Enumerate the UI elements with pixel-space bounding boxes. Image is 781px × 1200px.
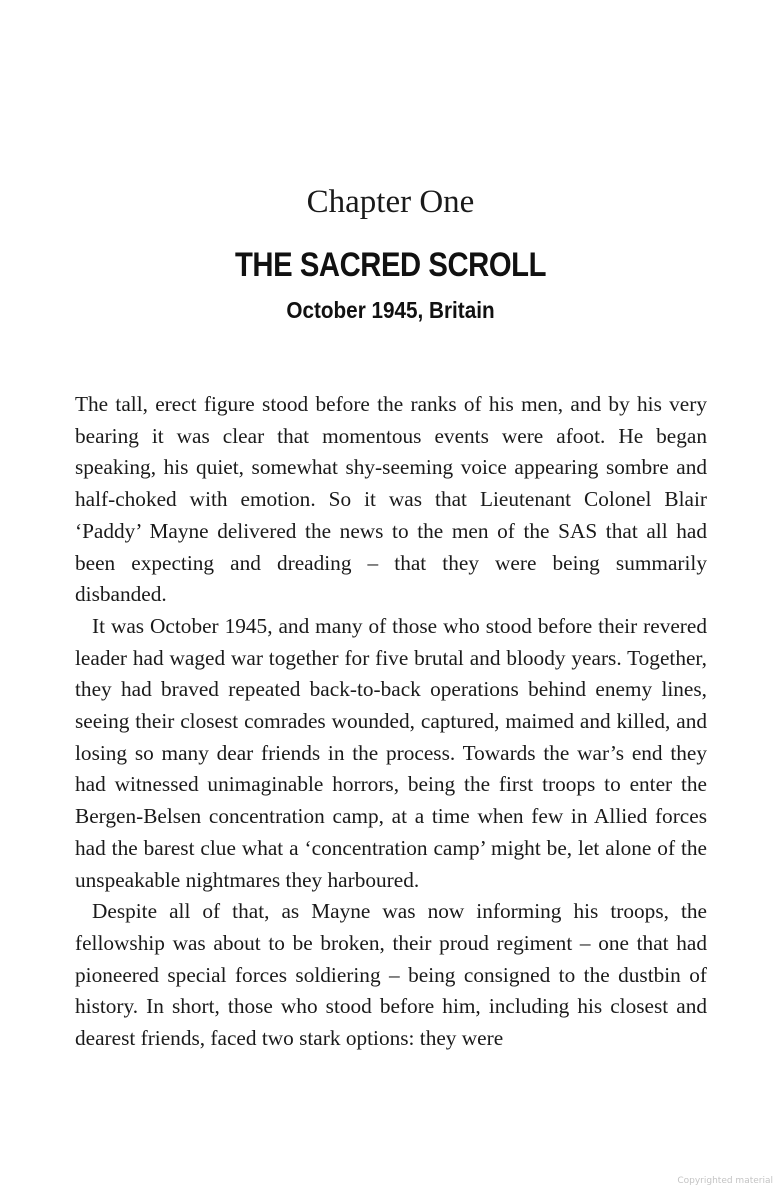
paragraph-3: Despite all of that, as Mayne was now informing his troops, the fellowship was about to be broken, their proud regiment – one that had pioneered special forces soldiering – being consigned to the dustbin of history. In short, those who stood before him, including his closest and dearest friends, faced two stark options: they were — [75, 899, 707, 1051]
paragraph-2: It was October 1945, and many of those who stood before their revered leader had waged war together for five brutal and bloody years. Together, they had braved repeated back-to-back operations behind enemy lines, seeing their closest comrades wounded, captured, maimed and killed, and losing so many dear friends in the process. Towards the war’s end they had witnessed unimaginable horrors, being the first troops to enter the Bergen-Belsen concentration camp, at a time when few in Allied forces had the barest clue what a ‘concentration camp’ might be, let alone of the unspeakable nightmares they harboured. — [75, 613, 707, 892]
chapter-label: Chapter One — [306, 184, 475, 220]
chapter-title: THE SACRED SCROLL — [234, 246, 547, 284]
body-text — [75, 389, 707, 1055]
paragraph-1: The tall, erect figure stood before the ranks of his men, and by his very bearing it was clear that momentous events were afoot. He began speaking, his quiet, somewhat shy-seeming voice appearing sombre and half-choked with emotion. So it was that Lieutenant Colonel Blair ‘Paddy’ Mayne delivered the news to the men of the SAS that all had been expecting and dreading – that they were being summarily disbanded. — [75, 392, 707, 607]
chapter-subtitle: October 1945, Britain — [286, 297, 495, 323]
copyright-notice: Copyrighted material — [677, 1176, 773, 1186]
